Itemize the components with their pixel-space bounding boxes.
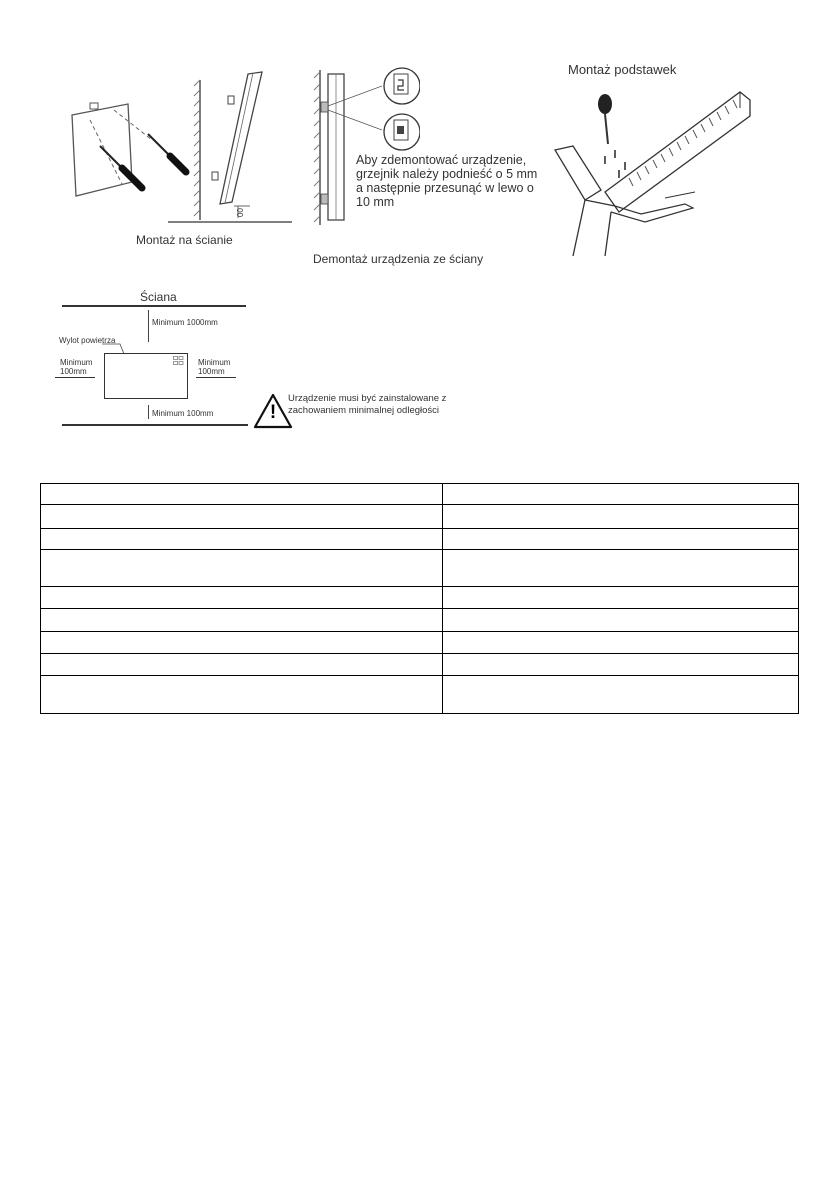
dismount-label: Demontaż urządzenia ze ściany	[313, 252, 484, 266]
table-row	[41, 505, 799, 529]
table-row	[41, 609, 799, 632]
warning-text-line1: Urządzenie musi być zainstalowane z	[288, 393, 447, 404]
table-row	[41, 587, 799, 609]
table-cell-label	[41, 632, 443, 654]
table-cell-label	[41, 505, 443, 529]
spec-table	[40, 483, 799, 714]
table-row	[41, 550, 799, 587]
table-cell-value	[443, 632, 799, 654]
table-row	[41, 676, 799, 714]
bottom-clearance-tick	[148, 405, 149, 419]
top-clearance-label: Minimum 1000mm	[152, 318, 218, 327]
left-clearance-label: Minimum	[60, 358, 93, 367]
table-cell-label	[41, 654, 443, 676]
right-clearance-value: 100mm	[198, 367, 225, 376]
warning-text-line2: zachowaniem minimalnej odległości	[288, 405, 440, 416]
table-cell-value	[443, 676, 799, 714]
table-cell-value	[443, 654, 799, 676]
right-clearance-line	[196, 377, 236, 378]
dismount-instruction-line: grzejnik należy podnieść o 5 mm	[356, 167, 538, 181]
table-row	[41, 484, 799, 505]
wall-mount-label: Montaż na ścianie	[136, 233, 233, 247]
table-cell-value	[443, 587, 799, 609]
table-row	[41, 654, 799, 676]
dismount-instruction	[356, 153, 537, 209]
wall-label: Ściana	[140, 290, 177, 304]
table-cell-value	[443, 550, 799, 587]
dismount-instruction-line: 10 mm	[356, 195, 395, 209]
floor-line	[62, 424, 248, 426]
table-cell-value	[443, 505, 799, 529]
stand-mount-label: Montaż podstawek	[568, 62, 677, 77]
table-cell-label	[41, 550, 443, 587]
top-clearance-tick	[148, 310, 149, 342]
warning-symbol: !	[269, 402, 277, 423]
table-cell-value	[443, 484, 799, 505]
table-cell-label	[41, 484, 443, 505]
table-cell-label	[41, 529, 443, 550]
stand-mount-figure	[545, 80, 760, 260]
table-cell-value	[443, 609, 799, 632]
table-cell-label	[41, 587, 443, 609]
control-icon	[173, 356, 184, 366]
table-cell-label	[41, 609, 443, 632]
table-cell-value	[443, 529, 799, 550]
right-clearance-label: Minimum	[198, 358, 231, 367]
air-outlet-label: Wylot powietrza	[59, 336, 116, 345]
left-clearance-line	[55, 377, 95, 378]
bottom-clearance-label: Minimum 100mm	[152, 409, 214, 418]
wall-line	[62, 305, 246, 307]
dismount-instruction-line: Aby zdemontować urządzenie,	[356, 153, 527, 167]
table-row	[41, 632, 799, 654]
left-clearance-value: 100mm	[60, 367, 87, 376]
dismount-instruction-line: a następnie przesunąć w lewo o	[356, 181, 534, 195]
table-cell-label	[41, 676, 443, 714]
wall-mount-figure	[60, 60, 300, 250]
dimension-mark: 00	[235, 208, 245, 217]
table-row	[41, 529, 799, 550]
